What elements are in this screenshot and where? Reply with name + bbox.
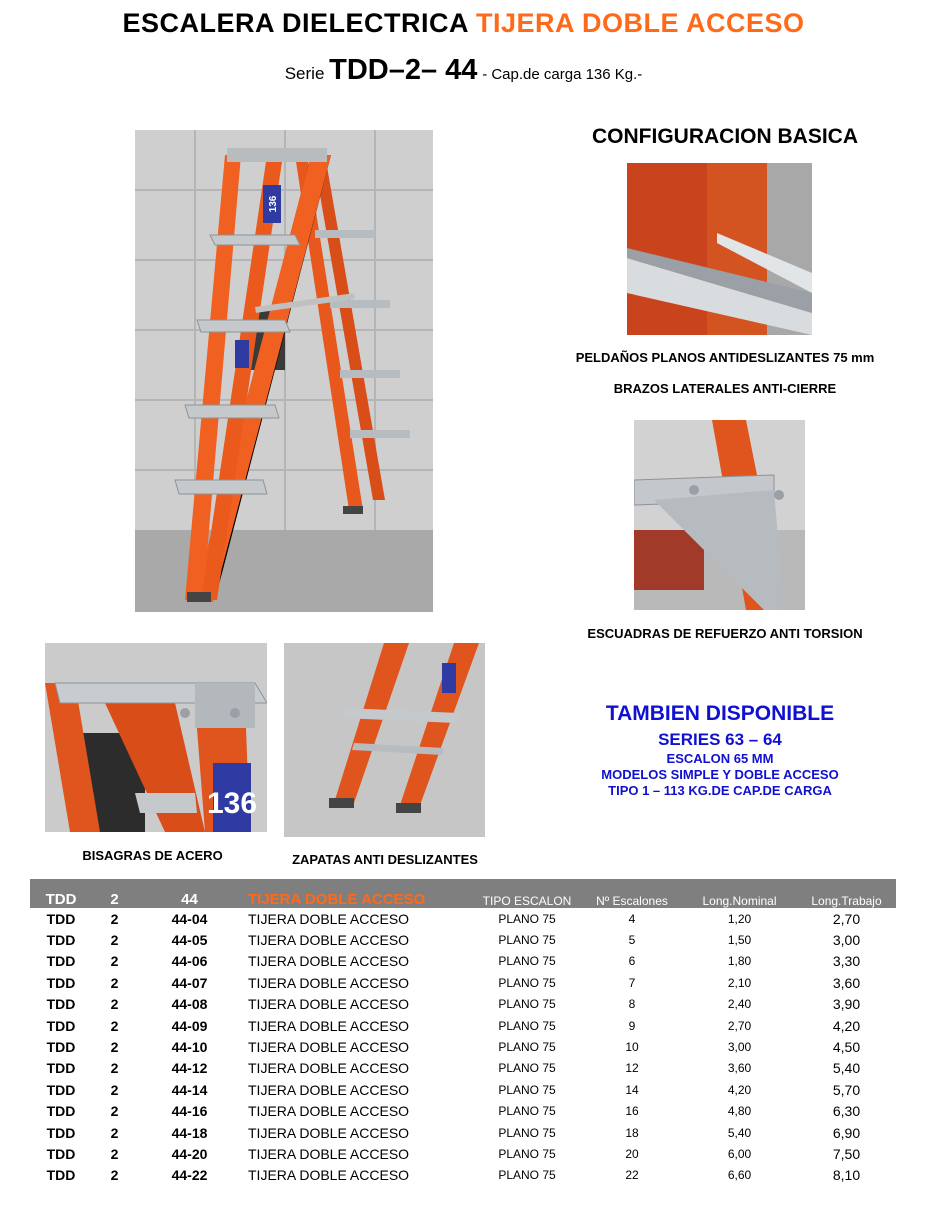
- hinge-photo: [45, 643, 267, 832]
- cell-working-length: 4,20: [832, 1017, 861, 1034]
- cell-steps: 12: [625, 1061, 639, 1076]
- table-row: [30, 951, 896, 972]
- cell-model: 44-18: [171, 1124, 208, 1141]
- table-row: [30, 929, 896, 950]
- feet-photo: [284, 643, 485, 837]
- cell-model: 44-14: [171, 1081, 208, 1098]
- cell-steps: 5: [628, 933, 636, 948]
- cell-step-type: PLANO 75: [498, 1082, 556, 1097]
- page-title: [0, 8, 927, 39]
- title-orange: TIJERA DOBLE ACCESO: [476, 8, 805, 38]
- cell-description: TIJERA DOBLE ACCESO: [248, 1081, 410, 1098]
- cell-nominal-length: 2,70: [727, 1018, 752, 1033]
- cell-step-type: PLANO 75: [498, 1061, 556, 1076]
- serie-prefix: Serie: [284, 64, 325, 83]
- cell-model: 44-10: [171, 1039, 208, 1056]
- table-row: [30, 1165, 896, 1186]
- cell-working-length: 4,50: [832, 1039, 861, 1056]
- cell-series: TDD: [46, 1124, 76, 1141]
- table-row: [30, 994, 896, 1015]
- cell-model: 44-05: [171, 932, 208, 949]
- cell-nominal-length: 4,80: [727, 1104, 752, 1119]
- also-available-line3: TIPO 1 – 113 KG.DE CAP.DE CARGA: [608, 783, 832, 798]
- cell-working-length: 6,90: [832, 1124, 861, 1141]
- title-black: ESCALERA DIELECTRICA: [122, 8, 468, 38]
- cell-nominal-length: 1,50: [727, 933, 752, 948]
- cell-nominal-length: 6,00: [727, 1146, 752, 1161]
- cell-type: 2: [110, 1103, 119, 1120]
- cell-series: TDD: [46, 1145, 76, 1162]
- cell-nominal-length: 1,20: [727, 911, 752, 926]
- cell-working-length: 5,70: [832, 1081, 861, 1098]
- cell-working-length: 5,40: [832, 1060, 861, 1077]
- cell-steps: 4: [628, 911, 636, 926]
- cell-series: TDD: [46, 1039, 76, 1056]
- hinge-sticker: 136: [206, 787, 258, 820]
- cell-type: 2: [110, 1167, 119, 1184]
- cell-step-type: PLANO 75: [498, 1104, 556, 1119]
- cell-working-length: 3,30: [832, 953, 861, 970]
- header-c5: TIPO ESCALON: [472, 879, 582, 908]
- table-row: [30, 1058, 896, 1079]
- serie-line: [0, 54, 927, 87]
- cell-description: TIJERA DOBLE ACCESO: [248, 1060, 410, 1077]
- table-row: [30, 908, 896, 929]
- table-row: [30, 1036, 896, 1057]
- cell-type: 2: [110, 996, 119, 1013]
- header-c4: TIJERA DOBLE ACCESO: [242, 879, 472, 908]
- brace-photo: [634, 420, 805, 610]
- cell-nominal-length: 5,40: [727, 1125, 752, 1140]
- cell-nominal-length: 4,20: [727, 1082, 752, 1097]
- header-c6: Nº Escalones: [582, 879, 682, 908]
- cell-nominal-length: 3,00: [727, 1040, 752, 1055]
- also-available-series: SERIES 63 – 64: [658, 730, 782, 749]
- cell-model: 44-07: [171, 974, 208, 991]
- cell-description: TIJERA DOBLE ACCESO: [248, 996, 410, 1013]
- cell-model: 44-06: [171, 953, 208, 970]
- cell-steps: 22: [625, 1168, 639, 1183]
- cell-model: 44-20: [171, 1145, 208, 1162]
- cell-model: 44-12: [171, 1060, 208, 1077]
- table-header-row: [30, 879, 896, 908]
- cell-working-length: 6,30: [832, 1103, 861, 1120]
- cell-model: 44-22: [171, 1167, 208, 1184]
- cell-series: TDD: [46, 974, 76, 991]
- cell-type: 2: [110, 932, 119, 949]
- cell-step-type: PLANO 75: [498, 933, 556, 948]
- table-row: [30, 1101, 896, 1122]
- table-row: [30, 1015, 896, 1036]
- cell-series: TDD: [46, 932, 76, 949]
- cell-step-type: PLANO 75: [498, 997, 556, 1012]
- serie-capacity: - Cap.de carga 136 Kg.-: [482, 66, 643, 83]
- cell-working-length: 3,90: [832, 996, 861, 1013]
- cell-description: TIJERA DOBLE ACCESO: [248, 953, 410, 970]
- cell-nominal-length: 6,60: [727, 1168, 752, 1183]
- cell-description: TIJERA DOBLE ACCESO: [248, 1124, 410, 1141]
- cell-type: 2: [110, 1124, 119, 1141]
- caption-hinges: BISAGRAS DE ACERO: [82, 848, 223, 863]
- cell-steps: 9: [628, 1018, 636, 1033]
- cell-description: TIJERA DOBLE ACCESO: [248, 1167, 410, 1184]
- cell-description: TIJERA DOBLE ACCESO: [248, 1103, 410, 1120]
- cell-working-length: 3,00: [832, 932, 861, 949]
- cell-series: TDD: [46, 996, 76, 1013]
- cell-step-type: PLANO 75: [498, 1125, 556, 1140]
- cell-step-type: PLANO 75: [498, 911, 556, 926]
- cell-working-length: 2,70: [832, 910, 861, 927]
- cell-type: 2: [110, 1081, 119, 1098]
- cell-series: TDD: [46, 1167, 76, 1184]
- cell-series: TDD: [46, 1017, 76, 1034]
- cell-model: 44-04: [171, 910, 208, 927]
- cell-series: TDD: [46, 1060, 76, 1077]
- config-title: CONFIGURACION BASICA: [592, 125, 858, 148]
- caption-steps: PELDAÑOS PLANOS ANTIDESLIZANTES 75 mm: [575, 350, 875, 365]
- serie-model: TDD–2– 44: [329, 54, 478, 86]
- cell-type: 2: [110, 1145, 119, 1162]
- ladder-sticker: 136: [268, 195, 279, 213]
- cell-description: TIJERA DOBLE ACCESO: [248, 1017, 410, 1034]
- cell-description: TIJERA DOBLE ACCESO: [248, 1039, 410, 1056]
- table-row: [30, 1122, 896, 1143]
- cell-description: TIJERA DOBLE ACCESO: [248, 932, 410, 949]
- cell-working-length: 7,50: [832, 1145, 861, 1162]
- cell-description: TIJERA DOBLE ACCESO: [248, 974, 410, 991]
- cell-step-type: PLANO 75: [498, 1018, 556, 1033]
- cell-type: 2: [110, 1060, 119, 1077]
- table-row: [30, 1143, 896, 1164]
- cell-steps: 6: [628, 954, 636, 969]
- cell-steps: 10: [625, 1040, 639, 1055]
- also-available-line2: MODELOS SIMPLE Y DOBLE ACCESO: [601, 767, 839, 782]
- header-c2: 2: [92, 879, 137, 908]
- step-photo: [627, 163, 812, 335]
- cell-nominal-length: 1,80: [727, 954, 752, 969]
- cell-steps: 7: [628, 975, 636, 990]
- cell-working-length: 3,60: [832, 974, 861, 991]
- cell-steps: 14: [625, 1082, 639, 1097]
- also-available-line1: ESCALON 65 MM: [666, 751, 774, 766]
- cell-steps: 18: [625, 1125, 639, 1140]
- cell-series: TDD: [46, 910, 76, 927]
- cell-type: 2: [110, 1039, 119, 1056]
- cell-model: 44-09: [171, 1017, 208, 1034]
- cell-steps: 8: [628, 997, 636, 1012]
- cell-series: TDD: [46, 953, 76, 970]
- cell-steps: 16: [625, 1104, 639, 1119]
- cell-nominal-length: 3,60: [727, 1061, 752, 1076]
- caption-braces: ESCUADRAS DE REFUERZO ANTI TORSION: [587, 626, 863, 641]
- cell-type: 2: [110, 953, 119, 970]
- caption-arms: BRAZOS LATERALES ANTI-CIERRE: [613, 381, 837, 396]
- also-available-title: TAMBIEN DISPONIBLE: [605, 702, 835, 725]
- cell-type: 2: [110, 974, 119, 991]
- cell-step-type: PLANO 75: [498, 1146, 556, 1161]
- caption-feet: ZAPATAS ANTI DESLIZANTES: [292, 852, 478, 867]
- header-c7: Long.Nominal: [682, 879, 797, 908]
- cell-type: 2: [110, 1017, 119, 1034]
- cell-step-type: PLANO 75: [498, 1168, 556, 1183]
- table-row: [30, 972, 896, 993]
- header-c1: TDD: [30, 879, 92, 908]
- cell-working-length: 8,10: [832, 1167, 861, 1184]
- spec-table: [30, 879, 896, 1186]
- cell-description: TIJERA DOBLE ACCESO: [248, 910, 410, 927]
- cell-model: 44-08: [171, 996, 208, 1013]
- cell-nominal-length: 2,10: [727, 975, 752, 990]
- cell-model: 44-16: [171, 1103, 208, 1120]
- cell-step-type: PLANO 75: [498, 954, 556, 969]
- header-c3: 44: [137, 879, 242, 908]
- cell-series: TDD: [46, 1081, 76, 1098]
- cell-type: 2: [110, 910, 119, 927]
- ladder-photo: [135, 130, 433, 612]
- cell-steps: 20: [625, 1146, 639, 1161]
- cell-step-type: PLANO 75: [498, 1040, 556, 1055]
- cell-step-type: PLANO 75: [498, 975, 556, 990]
- cell-nominal-length: 2,40: [727, 997, 752, 1012]
- cell-description: TIJERA DOBLE ACCESO: [248, 1145, 410, 1162]
- table-row: [30, 1079, 896, 1100]
- cell-series: TDD: [46, 1103, 76, 1120]
- header-c8: Long.Trabajo: [797, 879, 896, 908]
